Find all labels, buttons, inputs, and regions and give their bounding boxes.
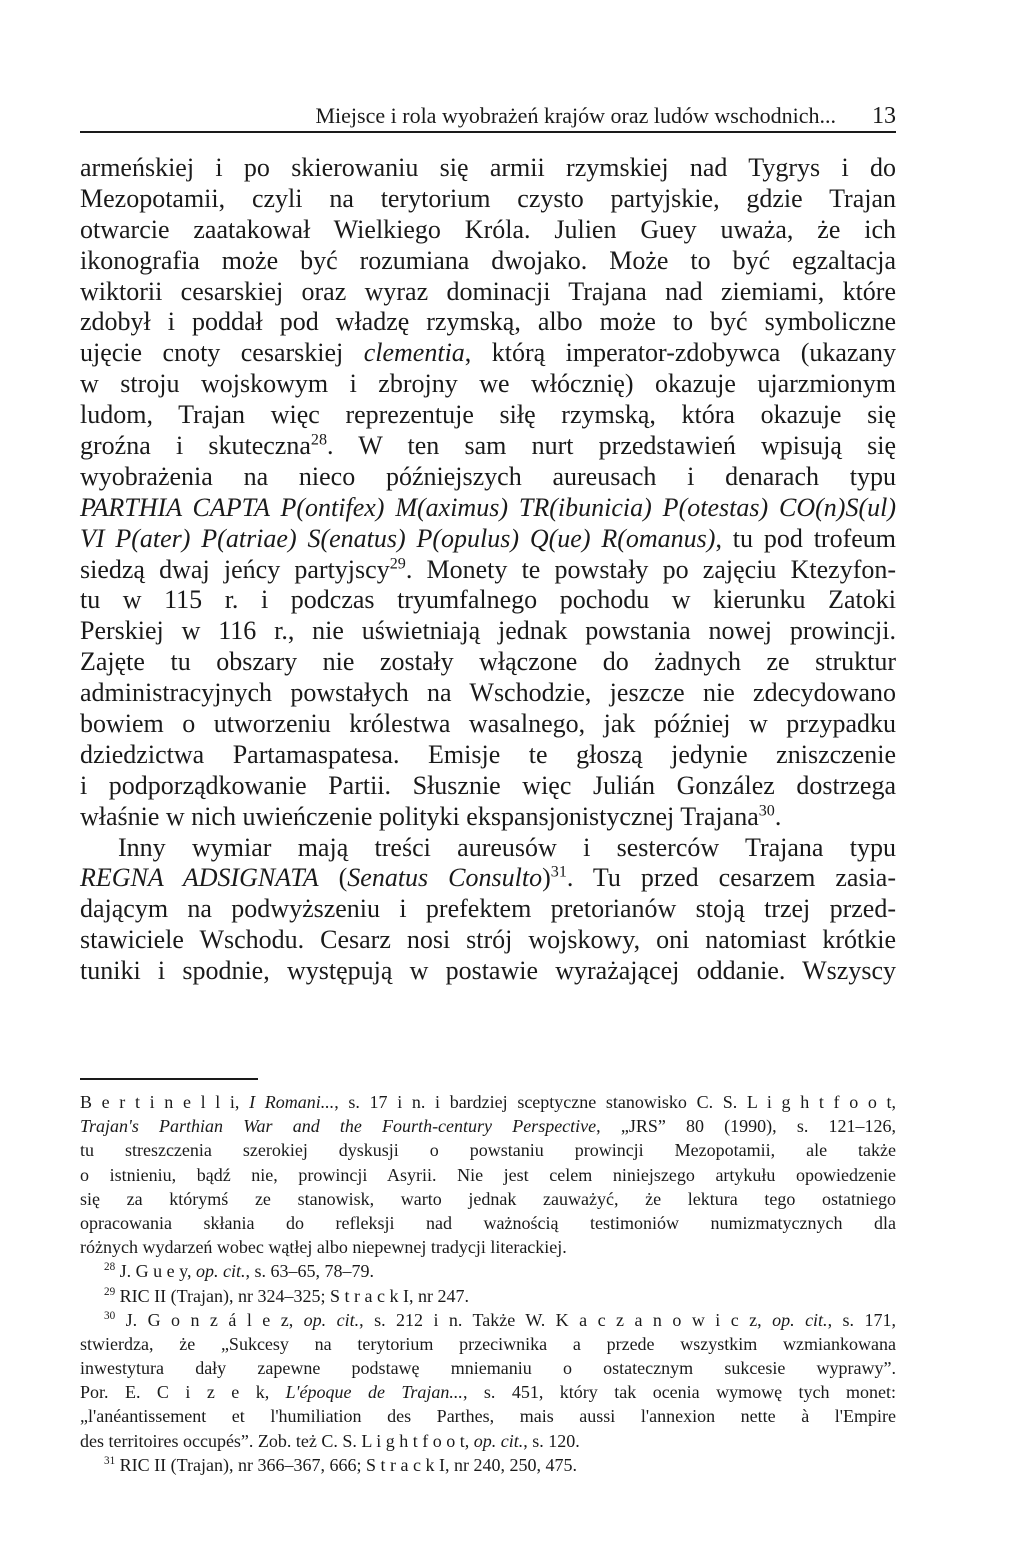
footnote-line: stwierdza, że „Sukcesy na terytorium przeciwnika a przede wszystkim wzmiankowana [80, 1333, 896, 1354]
footnote-separator [80, 1078, 258, 1080]
body-line: właśnie w nich uwieńczenie polityki ekspansjonistycznej Trajana$^{30}$. [80, 801, 782, 831]
body-line: PARTHIA CAPTA P(ontifex) M(aximus) TR(ibunicia) P(otestas) CO(n)S(ul) [80, 492, 896, 522]
body-line: Perskiej w 116 r., nie uświetniają jednak powstania nowej prowincji. [80, 616, 896, 646]
footnote-line: „l'anéantissement et l'humiliation des Parthes, mais aussi l'annexion nette à l'Empire [80, 1406, 896, 1427]
body-line: bowiem o utworzeniu królestwa wasalnego, jak później w przypadku [80, 709, 896, 739]
body-line: ujęcie cnoty cesarskiej clementia, którą imperator-zdobywca (ukazany [80, 338, 896, 368]
body-line: w stroju wojskowym i zbrojny we włócznię) okazuje ujarzmionym [80, 369, 896, 399]
body-line: otwarcie zaatakował Wielkiego Króla. Julien Guey uważa, że ich [80, 214, 896, 244]
footnote-line: inwestytura dały zapewne podstawę mniemaniu o ostatecznym sukcesie wyprawy”. [80, 1358, 896, 1379]
body-line: dziedzictwa Partamaspatesa. Emisje te głoszą jedynie zniszczenie [80, 739, 896, 769]
body-line: Zajęte tu obszary nie zostały włączone do żadnych ze struktur [80, 647, 896, 677]
body-line: administracyjnych powstałych na Wschodzie, jeszcze nie zdecydowano [80, 678, 896, 708]
body-line: tu w 115 r. i podczas tryumfalnego pochodu w kierunku Zatoki [80, 585, 896, 615]
body-line: zdobył i poddał pod władzę rzymską, albo może to być symboliczne [80, 307, 896, 337]
body-line: armeńskiej i po skierowaniu się armii rzymskiej nad Tygrys i do [80, 153, 896, 182]
footnote-line: $^{30}$ J. G o n z á l e z, op. cit., s. 212 i n. Także W. K a c z a n o w i c z, op. cit., s. 171, [104, 1309, 896, 1330]
footnote-line: B e r t i n e l l i, I Romani..., s. 17 i n. i bardziej sceptyczne stanowisko C. S. L i g h t f o o t, [80, 1092, 897, 1112]
body-line: dającym na podwyższeniu i prefektem pretorianów stoją trzej przed- [80, 894, 896, 924]
body-line: ludom, Trajan więc reprezentuje siłę rzymską, która okazuje się [80, 400, 896, 430]
page-number: 13 [872, 103, 896, 129]
footnotes [80, 1090, 896, 1477]
body-line: tuniki i spodnie, występują w postawie wyrażającej oddanie. Wszyscy [80, 956, 896, 986]
footnote-line: des territoires occupés”. Zob. też C. S. L i g h t f o o t, op. cit., s. 120. [80, 1430, 580, 1451]
footnote-line: Por. E. C i z e k, L'époque de Trajan..., s. 451, który tak ocenia wymowę tych monet: [80, 1382, 896, 1403]
footnote-line: tu streszczenia szerokiej dyskusji o powstaniu prowincji Mezopotamii, ale także [80, 1140, 896, 1161]
footnote-line: $^{31}$ RIC II (Trajan), nr 366–367, 666; S t r a c k I, nr 240, 250, 475. [104, 1454, 577, 1475]
body-line: REGNA ADSIGNATA (Senatus Consulto)$^{31}$. Tu przed cesarzem zasia- [80, 863, 896, 893]
body-line: Mezopotamii, czyli na terytorium czysto partyjskie, gdzie Trajan [80, 183, 896, 213]
footnote-line: $^{28}$ J. G u e y, op. cit., s. 63–65, 78–79. [104, 1261, 374, 1282]
footnote-line: opracowania skłania do refleksji nad ważnością testimoniów numizmatycznych dla [80, 1212, 896, 1233]
body-line: i podporządkowanie Partii. Słusznie więc Julián González dostrzega [80, 770, 896, 800]
body-line: Inny wymiar mają treści aureusów i sesterców Trajana typu [118, 832, 896, 862]
body-line: groźna i skuteczna$^{28}$. W ten sam nurt przedstawień wpisują się [80, 431, 896, 461]
body-line: stawiciele Wschodu. Cesarz nosi strój wojskowy, oni natomiast krótkie [80, 925, 896, 955]
footnote-line: $^{29}$ RIC II (Trajan), nr 324–325; S t r a c k I, nr 247. [104, 1285, 469, 1306]
footnote-line: Trajan's Parthian War and the Fourth-century Perspective, „JRS” 80 (1990), s. 121–126, [80, 1116, 896, 1137]
body-line: siedzą dwaj jeńcy partyjscy$^{29}$. Monety te powstały po zajęciu Ktezyfon- [80, 554, 897, 584]
body-line: wyobrażenia na nieco późniejszych aureusach i denarach typu [80, 461, 896, 491]
footnote-line: się za którymś ze stanowisk, warto jednak zauważyć, że lektura tego ostatniego [80, 1188, 896, 1209]
running-header [80, 101, 896, 133]
footnote-line: o istnieniu, bądź nie, prowincji Asyrii. Nie jest celem niniejszego artykułu opowiedzenie [80, 1164, 896, 1185]
body-text [80, 153, 896, 987]
body-line: VI P(ater) P(atriae) S(enatus) P(opulus) Q(ue) R(omanus), tu pod trofeum [80, 523, 897, 553]
body-line: ikonografia może być rozumiana dwojako. Może to być egzaltacja [80, 245, 896, 275]
body-line: wiktorii cesarskiej oraz wyraz dominacji Trajana nad ziemiami, które [80, 276, 896, 306]
running-title: Miejsce i rola wyobrażeń krajów oraz ludów wschodnich... [315, 103, 836, 128]
footnote-line: różnych wydarzeń wobec wątłej albo niepewnej tradycji literackiej. [80, 1237, 567, 1258]
